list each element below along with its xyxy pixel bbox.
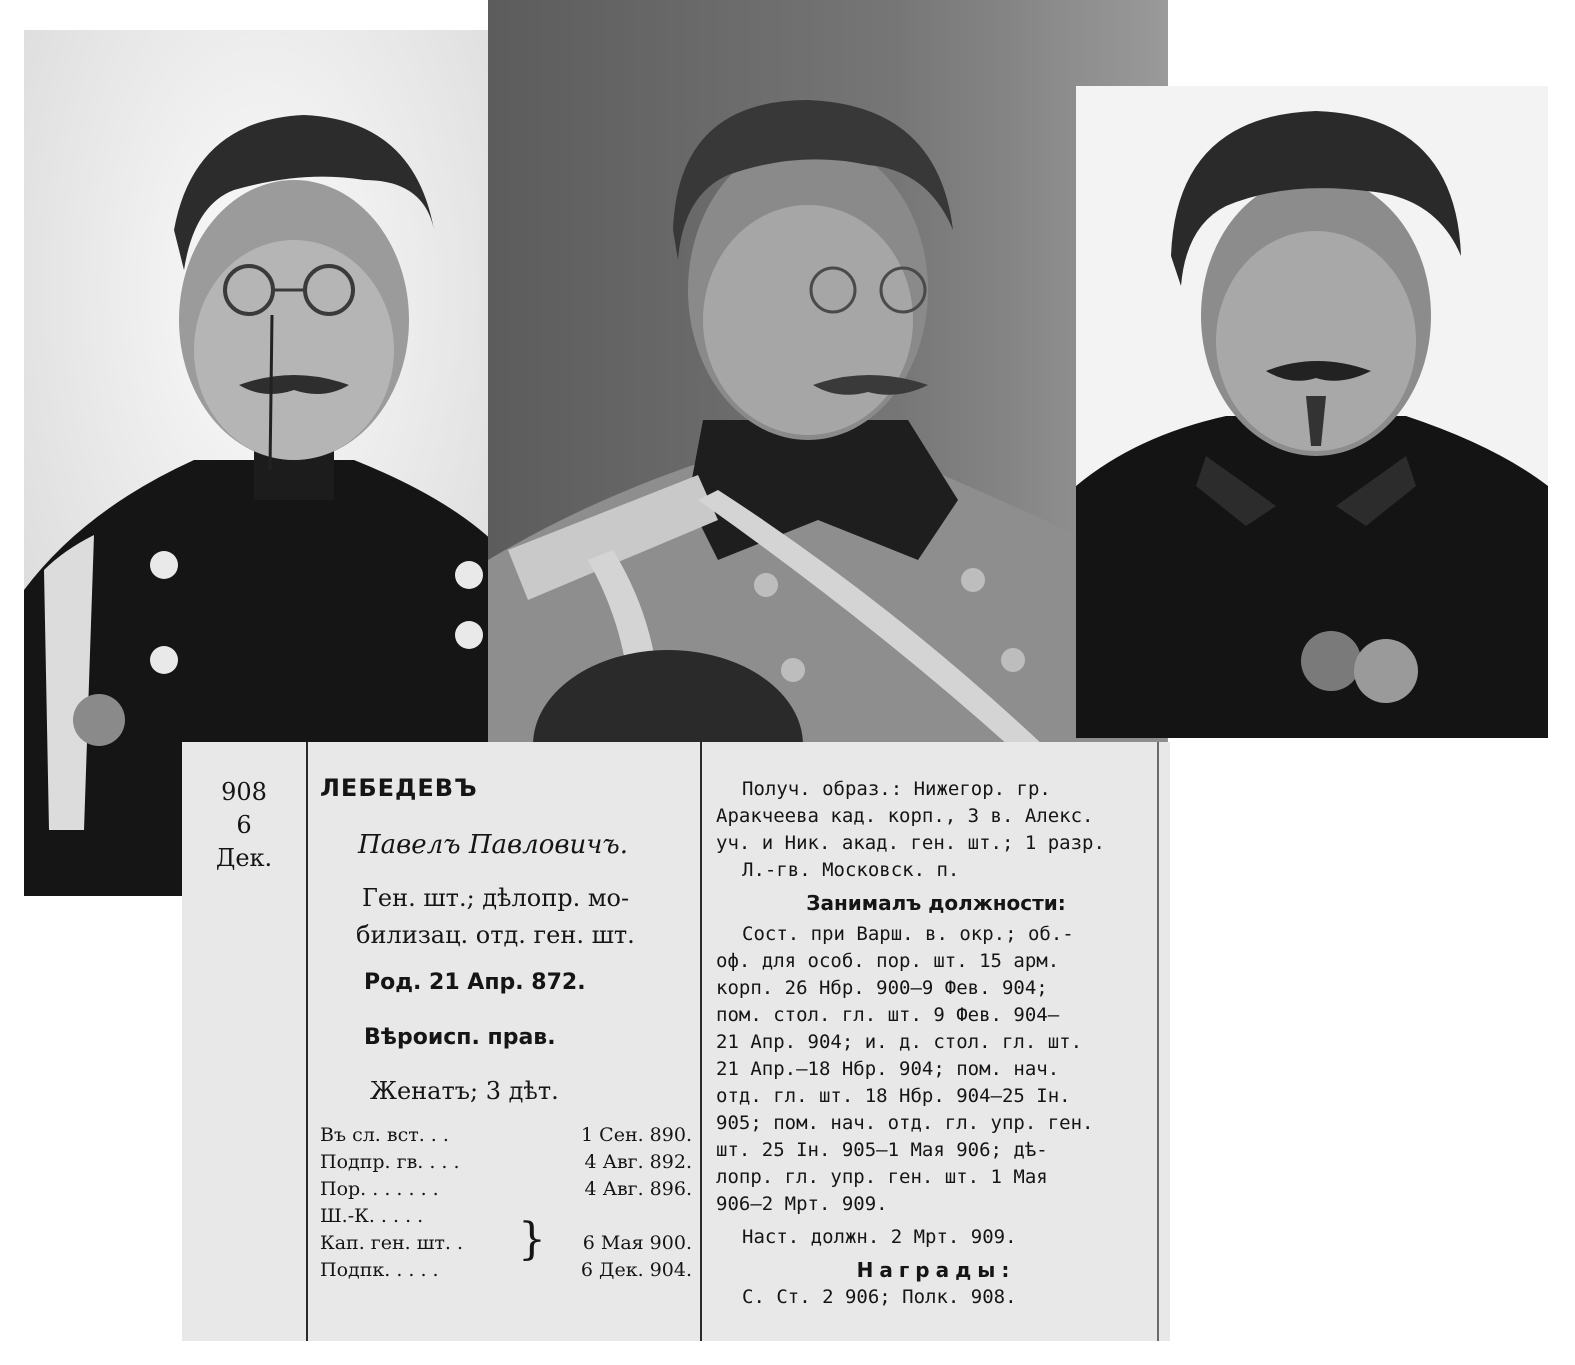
service-rank: Ш.-К. . . . . bbox=[320, 1205, 424, 1227]
date-year: 908 bbox=[221, 778, 267, 806]
date-month: Дек. bbox=[215, 844, 273, 872]
portrait-photo-right bbox=[1076, 86, 1548, 738]
position-history-line: отд. гл. шт. 18 Нбр. 904—25 Iн. bbox=[716, 1085, 1071, 1107]
position-history-line: 21 Апр. 904; и. д. стол. гл. шт. bbox=[716, 1031, 1083, 1053]
service-date: 4 Авг. 892. bbox=[584, 1151, 692, 1173]
birth-date: Род. 21 Апр. 872. bbox=[364, 970, 586, 995]
position-history-line: шт. 25 Iн. 905—1 Мая 906; дѣ- bbox=[716, 1139, 1048, 1161]
service-rank: Въ сл. вст. . . bbox=[320, 1124, 449, 1146]
service-rank: Кап. ген. шт. . bbox=[320, 1232, 464, 1254]
shared-promotion-date: 6 Мая 900. bbox=[582, 1232, 692, 1254]
given-names: Павелъ Павловичъ. bbox=[358, 830, 629, 860]
education-line: Аракчеева кад. корп., 3 в. Алекс. bbox=[716, 805, 1094, 827]
awards-list: С. Ст. 2 906; Полк. 908. bbox=[742, 1286, 1017, 1308]
service-row bbox=[320, 1149, 692, 1176]
position-history-line: 906—2 Мрт. 909. bbox=[716, 1193, 888, 1215]
service-rank: Подпр. гв. . . . bbox=[320, 1151, 460, 1173]
position-line: билизац. отд. ген. шт. bbox=[356, 921, 635, 949]
position-history-line: Сост. при Варш. в. окр.; об.- bbox=[742, 923, 1074, 945]
service-row bbox=[320, 1176, 692, 1203]
service-date: 1 Сен. 890. bbox=[581, 1124, 692, 1146]
education-line: Л.-гв. Московск. п. bbox=[742, 859, 960, 881]
service-row bbox=[320, 1203, 692, 1230]
education-line: Получ. образ.: Нижегор. гр. bbox=[742, 778, 1051, 800]
position-line: Ген. шт.; дѣлопр. мо- bbox=[362, 884, 630, 912]
position-history-line: лопр. гл. упр. ген. шт. 1 Мая bbox=[716, 1166, 1048, 1188]
position-description bbox=[356, 880, 635, 954]
position-history-line: корп. 26 Нбр. 900—9 Фев. 904; bbox=[716, 977, 1048, 999]
current-position: Наст. должн. 2 Мрт. 909. bbox=[742, 1226, 1017, 1248]
column-divider bbox=[1157, 742, 1159, 1341]
position-history-line: 21 Апр.—18 Нбр. 904; пом. нач. bbox=[716, 1058, 1060, 1080]
promotion-date-column bbox=[182, 776, 306, 875]
career-column bbox=[716, 776, 1156, 1311]
officer-directory-entry bbox=[182, 742, 1170, 1341]
position-history-line: 905; пом. нач. отд. гл. упр. ген. bbox=[716, 1112, 1094, 1134]
service-rank: Подпк. . . . . bbox=[320, 1259, 439, 1281]
brace-icon: } bbox=[518, 1214, 546, 1265]
column-divider bbox=[700, 742, 702, 1341]
service-date: 4 Авг. 896. bbox=[584, 1178, 692, 1200]
portrait-photo-middle bbox=[488, 0, 1168, 745]
service-date: 6 Дек. 904. bbox=[580, 1259, 692, 1281]
column-divider bbox=[306, 742, 308, 1341]
position-history-line: оф. для особ. пор. шт. 15 арм. bbox=[716, 950, 1060, 972]
service-row bbox=[320, 1257, 692, 1284]
service-rank: Пор. . . . . . . bbox=[320, 1178, 439, 1200]
surname: ЛЕБЕДЕВЪ bbox=[320, 774, 478, 802]
education-line: уч. и Ник. акад. ген. шт.; 1 разр. bbox=[716, 832, 1105, 854]
service-record-table bbox=[320, 1122, 692, 1284]
awards-heading: Награды: bbox=[856, 1258, 1016, 1282]
service-date bbox=[532, 1203, 692, 1230]
service-row bbox=[320, 1122, 692, 1149]
family-status: Женатъ; 3 дѣт. bbox=[370, 1077, 559, 1105]
positions-heading: Занималъ должности: bbox=[806, 891, 1066, 915]
date-day: 6 bbox=[236, 811, 252, 839]
position-history-line: пом. стол. гл. шт. 9 Фев. 904— bbox=[716, 1004, 1060, 1026]
religion: Вѣроисп. прав. bbox=[364, 1025, 556, 1050]
